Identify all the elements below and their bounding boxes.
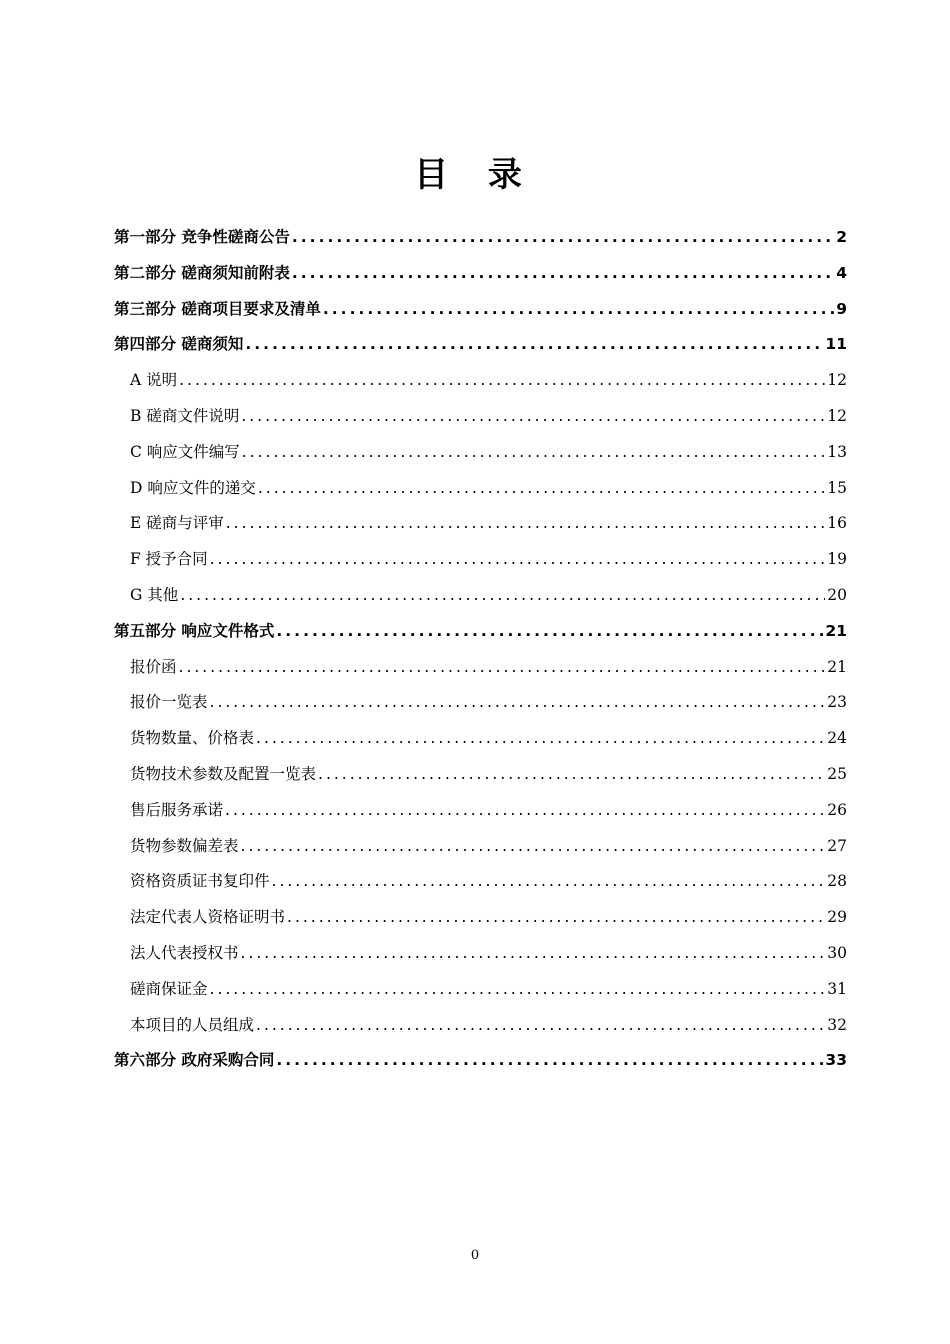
toc-dot-leader — [292, 256, 834, 292]
toc-section-entry[interactable] — [114, 1008, 847, 1044]
toc-dot-leader — [241, 829, 826, 865]
toc-dot-leader — [323, 292, 834, 328]
toc-entry-page: 23 — [827, 693, 847, 712]
toc-entry-label: 售后服务承诺 — [130, 800, 224, 819]
toc-entry-page: 4 — [836, 263, 847, 282]
toc-entry-page: 21 — [825, 621, 847, 640]
toc-entry-label: 第六部分 政府采购合同 — [114, 1051, 275, 1070]
toc-section-entry[interactable] — [114, 399, 847, 435]
toc-section-entry[interactable] — [114, 506, 847, 542]
toc-entry-page: 11 — [825, 335, 847, 354]
toc-entry-page: 15 — [827, 478, 847, 497]
toc-entry-page: 29 — [827, 908, 847, 927]
toc-dot-leader — [292, 220, 834, 256]
toc-section-entry[interactable] — [114, 721, 847, 757]
toc-part-entry[interactable] — [114, 220, 847, 256]
toc-part-entry[interactable] — [114, 614, 847, 650]
toc-entry-page: 30 — [827, 943, 847, 962]
toc-dot-leader — [225, 793, 825, 829]
toc-dot-leader — [179, 650, 826, 686]
toc-entry-label: 报价一览表 — [130, 693, 208, 712]
toc-entry-label: 本项目的人员组成 — [130, 1015, 255, 1034]
toc-dot-leader — [226, 506, 826, 542]
toc-section-entry[interactable] — [114, 936, 847, 972]
toc-entry-page: 12 — [827, 406, 847, 425]
toc-entry-page: 12 — [827, 371, 847, 390]
toc-entry-label: A 说明 — [130, 371, 178, 390]
page-title: 目 录 — [414, 155, 536, 195]
toc-dot-leader — [180, 578, 825, 614]
toc-section-entry[interactable] — [114, 829, 847, 865]
toc-dot-leader — [245, 327, 823, 363]
toc-dot-leader — [179, 363, 825, 399]
toc-section-entry[interactable] — [114, 972, 847, 1008]
toc-dot-leader — [241, 936, 826, 972]
toc-entry-page: 25 — [827, 764, 847, 783]
toc-dot-leader — [256, 1008, 825, 1044]
toc-dot-leader — [272, 864, 826, 900]
toc-entry-label: 第二部分 磋商须知前附表 — [114, 263, 290, 282]
toc-dot-leader — [258, 471, 825, 507]
toc-section-entry[interactable] — [114, 650, 847, 686]
toc-entry-page: 31 — [827, 979, 847, 998]
toc-entry-label: D 响应文件的递交 — [130, 478, 256, 497]
toc-entry-label: C 响应文件编写 — [130, 442, 240, 461]
toc-entry-label: 货物技术参数及配置一览表 — [130, 764, 317, 783]
toc-entry-page: 19 — [827, 550, 847, 569]
toc-entry-label: 货物数量、价格表 — [130, 729, 255, 748]
toc-entry-page: 26 — [827, 800, 847, 819]
toc-dot-leader — [210, 685, 826, 721]
toc-entry-label: 第三部分 磋商项目要求及清单 — [114, 299, 321, 318]
toc-section-entry[interactable] — [114, 363, 847, 399]
toc-part-entry[interactable] — [114, 292, 847, 328]
toc-part-entry[interactable] — [114, 327, 847, 363]
toc-section-entry[interactable] — [114, 471, 847, 507]
toc-entry-label: 第四部分 磋商须知 — [114, 335, 244, 354]
toc-entry-page: 28 — [827, 872, 847, 891]
toc-entry-page: 24 — [827, 729, 847, 748]
toc-section-entry[interactable] — [114, 757, 847, 793]
toc-entry-label: E 磋商与评审 — [130, 514, 224, 533]
toc-entry-page: 32 — [827, 1015, 847, 1034]
toc-entry-page: 20 — [827, 585, 847, 604]
toc-entry-label: 法定代表人资格证明书 — [130, 908, 286, 927]
toc-dot-leader — [210, 542, 826, 578]
toc-section-entry[interactable] — [114, 864, 847, 900]
toc-entry-label: 货物参数偏差表 — [130, 836, 239, 855]
toc-entry-label: G 其他 — [130, 585, 179, 604]
toc-entry-page: 21 — [827, 657, 847, 676]
toc-section-entry[interactable] — [114, 685, 847, 721]
toc-entry-page: 9 — [836, 299, 847, 318]
toc-section-entry[interactable] — [114, 900, 847, 936]
toc-dot-leader — [241, 399, 825, 435]
toc-part-entry[interactable] — [114, 1043, 847, 1079]
toc-part-entry[interactable] — [114, 256, 847, 292]
toc-entry-label: 资格资质证书复印件 — [130, 872, 270, 891]
toc-entry-label: 磋商保证金 — [130, 979, 208, 998]
toc-entry-label: 第一部分 竞争性磋商公告 — [114, 228, 290, 246]
toc-section-entry[interactable] — [114, 542, 847, 578]
toc-entry-label: 第五部分 响应文件格式 — [114, 621, 275, 640]
toc-entry-label: F 授予合同 — [130, 550, 208, 569]
toc-entry-page: 2 — [836, 228, 847, 246]
toc-entry-page: 16 — [827, 514, 847, 533]
page-number: 0 — [470, 1248, 480, 1263]
toc-section-entry[interactable] — [114, 793, 847, 829]
toc-dot-leader — [276, 614, 823, 650]
toc-dot-leader — [256, 721, 825, 757]
toc-entry-page: 13 — [827, 442, 847, 461]
toc-dot-leader — [210, 972, 826, 1008]
toc-entry-label: 报价函 — [130, 657, 177, 676]
toc-dot-leader — [276, 1043, 823, 1079]
toc-entry-page: 33 — [825, 1051, 847, 1070]
toc-entry-label: 法人代表授权书 — [130, 943, 239, 962]
toc-dot-leader — [242, 435, 825, 471]
table-of-contents — [114, 220, 847, 1079]
toc-entry-page: 27 — [827, 836, 847, 855]
toc-section-entry[interactable] — [114, 578, 847, 614]
toc-dot-leader — [318, 757, 825, 793]
toc-section-entry[interactable] — [114, 435, 847, 471]
toc-dot-leader — [287, 900, 825, 936]
toc-entry-label: B 磋商文件说明 — [130, 406, 240, 425]
